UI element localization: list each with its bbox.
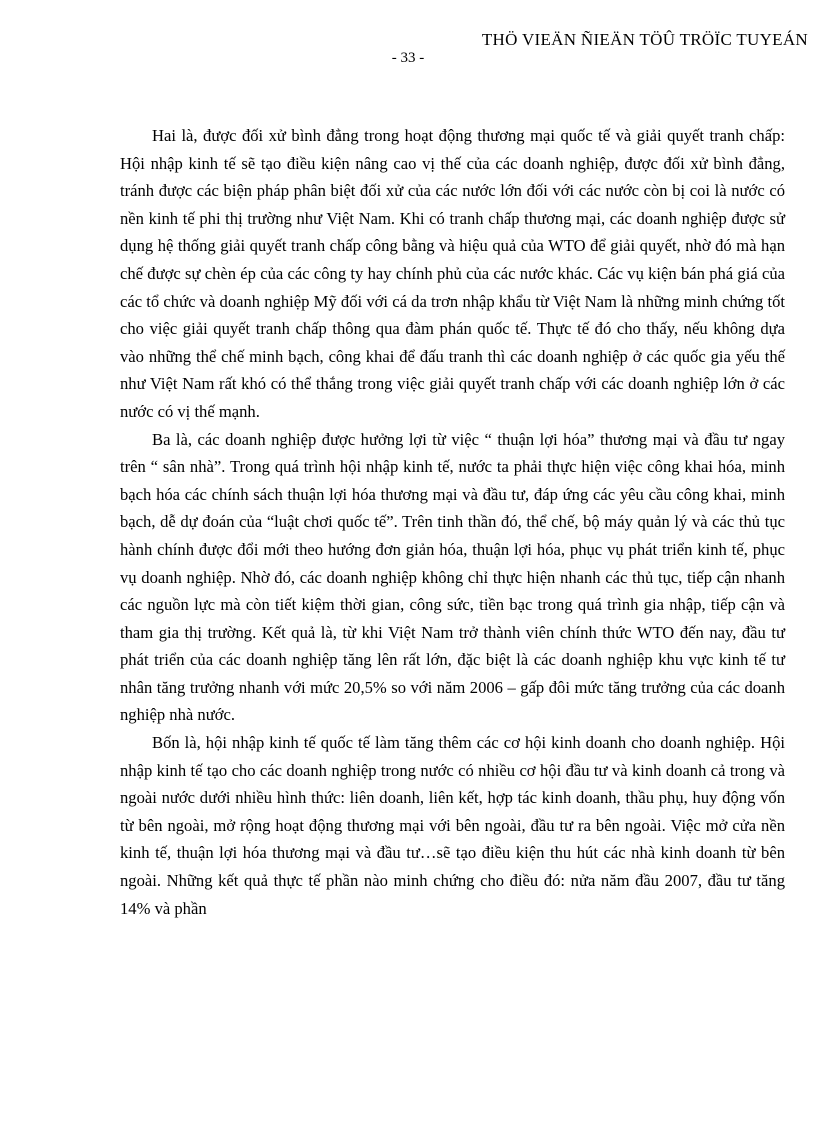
paragraph-hai-la: Hai là, được đối xử bình đẳng trong hoạt động thương mại quốc tế và giải quyết tranh chấp: Hội nhập kinh tế sẽ tạo điều kiện nâng cao vị thế của các doanh nghiệp, được đối xử bình đẳng, tránh được các biện pháp phân biệt đối xử của các nước lớn đối với các nước còn bị coi là nước có nền kinh tế phi thị trường như Việt Nam. Khi có tranh chấp thương mại, các doanh nghiệp được sử dụng hệ thống giải quyết tranh chấp công bằng và hiệu quả của WTO để giải quyết, nhờ đó mà hạn chế được sự chèn ép của các công ty hay chính phủ của các nước khác. Các vụ kiện bán phá giá của các tổ chức và doanh nghiệp Mỹ đối với cá da trơn nhập khẩu từ Việt Nam là những minh chứng tốt cho việc giải quyết tranh chấp thông qua đàm phán quốc tế. Thực tế đó cho thấy, nếu không dựa vào những thể chế minh bạch, công khai để đấu tranh thì các doanh nghiệp ở các quốc gia yếu thế như Việt Nam rất khó có thể thắng trong việc giải quyết tranh chấp với các doanh nghiệp lớn ở các nước có vị thế mạnh.	[120, 126, 785, 421]
paragraph-ba-la: Ba là, các doanh nghiệp được hưởng lợi từ việc “ thuận lợi hóa” thương mại và đầu tư ngay trên “ sân nhà”. Trong quá trình hội nhập kinh tế, nước ta phải thực hiện việc công khai hóa, minh bạch hóa các chính sách thuận lợi hóa thương mại và đầu tư, đáp ứng các yêu cầu công khai, minh bạch, dễ dự đoán của “luật chơi quốc tế”. Trên tinh thần đó, thể chế, bộ máy quản lý và các thủ tục hành chính được đổi mới theo hướng đơn giản hóa, thuận lợi hóa, phục vụ phát triển kinh tế, phục vụ doanh nghiệp. Nhờ đó, các doanh nghiệp không chỉ thực hiện nhanh các thủ tục, tiếp cận nhanh các nguồn lực mà còn tiết kiệm thời gian, công sức, tiền bạc trong quá trình gia nhập, tiếp cận và tham gia thị trường. Kết quả là, từ khi Việt Nam trở thành viên chính thức WTO đến nay, đầu tư phát triển của các doanh nghiệp tăng lên rất lớn, đặc biệt là các doanh nghiệp khu vực kinh tế tư nhân tăng trưởng nhanh với mức 20,5% so với năm 2006 – gấp đôi mức tăng trưởng của các doanh nghiệp nhà nước.	[120, 429, 785, 725]
library-watermark: THÖ VIEÄN ÑIEÄN TÖÛ TRÖÏC TUYEÁN	[481, 30, 808, 49]
paragraph-bon-la: Bốn là, hội nhập kinh tế quốc tế làm tăng thêm các cơ hội kinh doanh cho doanh nghiệp. Hội nhập kinh tế tạo cho các doanh nghiệp trong nước có nhiều cơ hội đầu tư và kinh doanh cả trong và ngoài nước dưới nhiều hình thức: liên doanh, liên kết, hợp tác kinh doanh, thầu phụ, huy động vốn từ bên ngoài, mở rộng hoạt động thương mại với bên ngoài, đầu tư ra bên ngoài. Việc mở cửa nền kinh tế, thuận lợi hóa thương mại và đầu tư…sẽ tạo điều kiện thu hút các nhà kinh doanh từ bên ngoài. Những kết quả thực tế phần nào minh chứng cho điều đó: nửa năm đầu 2007, đầu tư tăng 14% và phần	[120, 733, 785, 918]
document-body	[120, 122, 785, 922]
page-number: - 33 -	[391, 50, 425, 66]
